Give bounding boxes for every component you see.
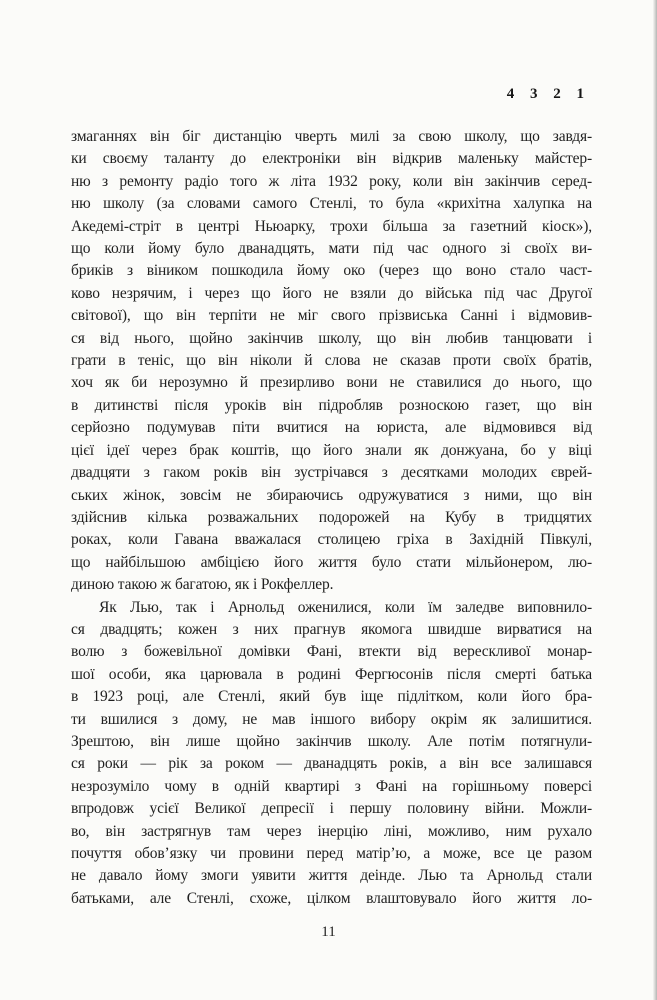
text-block xyxy=(71,126,592,910)
text-line: роках, коли Гавана вважалася столицею гріха в Західній Півкулі, xyxy=(71,531,592,549)
text-line: в дитинстві після уроків він підробляв розноскою газет, що він xyxy=(71,396,592,414)
text-line: Як Лью, так і Арнольд оженилися, коли їм заледве виповнило- xyxy=(99,598,592,616)
text-line: во, він застрягнув там через інерцію ліні, можливо, ним рухало xyxy=(71,822,592,840)
text-line: ся від нього, щойно закінчив школу, що він любив танцювати і xyxy=(71,329,592,347)
text-line: що найбільшою амбіцією його життя було стати мільйонером, лю- xyxy=(71,553,592,571)
page-edge-shadow xyxy=(653,0,657,1000)
text-line: ки своєму таланту до електроніки він відкрив маленьку майстер- xyxy=(71,150,592,168)
text-line: впродовж усієї Великої депресії і першу половину війни. Можли- xyxy=(71,800,592,818)
text-line: ково незрячим, і через що його не взяли до війська під час Другої xyxy=(71,284,592,302)
page-number: 11 xyxy=(321,924,336,940)
text-line: ти вшилися з дому, не мав іншого вибору окрім як залишитися. xyxy=(71,710,592,728)
running-head: 4 3 2 1 xyxy=(506,86,590,102)
text-line: змаганнях він біг дистанцію чверть милі за свою школу, що завдя- xyxy=(71,128,592,145)
text-line: хоч як би нерозумно й презирливо вони не ставилися до нього, що xyxy=(71,374,592,392)
text-line: цієї ідеї через брак коштів, що його знали як донжуана, бо у віці xyxy=(71,441,592,459)
paragraph xyxy=(71,597,592,911)
text-line: шої особи, яка царювала в родині Фергюсонів після смерті батька xyxy=(71,665,592,683)
text-line: світової), що він терпіти не міг свого прізвиська Санні і відмовив- xyxy=(71,307,592,325)
text-line: незрозуміло чому в одній квартирі з Фані на горішньому поверсі xyxy=(71,777,592,795)
paragraph xyxy=(71,126,592,597)
text-line: бриків з віником пошкодила йому око (через що воно стало част- xyxy=(71,262,592,280)
text-line: серйозно подумував піти вчитися на юриста, але відмовився від xyxy=(71,419,592,437)
text-line: батьками, але Стенлі, схоже, цілком влаштовувало його життя ло- xyxy=(71,889,592,907)
text-line: диною такою ж багатою, як і Рокфеллер. xyxy=(71,576,334,594)
text-line: ню школу (за словами самого Стенлі, то була «крихітна халупка на xyxy=(71,195,592,213)
text-line: не давало йому змоги уявити життя деінде. Лью та Арнольд стали xyxy=(71,867,592,885)
text-line: двадцяти з гаком років він зустрічався з десятками молодих єврей- xyxy=(71,464,592,482)
text-line: почуття обов’язку чи провини перед матір’ю, а може, все це разом xyxy=(71,845,592,862)
text-line: в 1923 році, але Стенлі, який був іще підлітком, коли його бра- xyxy=(71,688,592,706)
text-line: ню з ремонту радіо того ж літа 1932 року, коли він закінчив серед- xyxy=(71,172,592,190)
text-line: грати в теніс, що він ніколи й слова не сказав проти своїх братів, xyxy=(71,352,592,370)
text-line: ся роки — рік за роком — дванадцять років, а він все залишався xyxy=(71,755,592,773)
text-line: ських жінок, зовсім не збираючись одружуватися з ними, що він xyxy=(71,486,592,504)
text-line: ся двадцять; кожен з них прагнув якомога швидше вирватися на xyxy=(71,620,592,638)
text-line: волю з божевільної домівки Фані, втекти від верескливої монар- xyxy=(71,643,592,661)
text-line: що коли йому було дванадцять, мати під час одного зі своїх ви- xyxy=(71,240,592,258)
text-line: Зрештою, він лише щойно закінчив школу. Але потім потягнули- xyxy=(71,732,592,750)
text-line: здійснив кілька розважальних подорожей на Кубу в тридцятих xyxy=(71,508,592,526)
text-line: Акедемі-стріт в центрі Ньюарку, трохи більша за газетний кіоск»), xyxy=(71,217,592,235)
